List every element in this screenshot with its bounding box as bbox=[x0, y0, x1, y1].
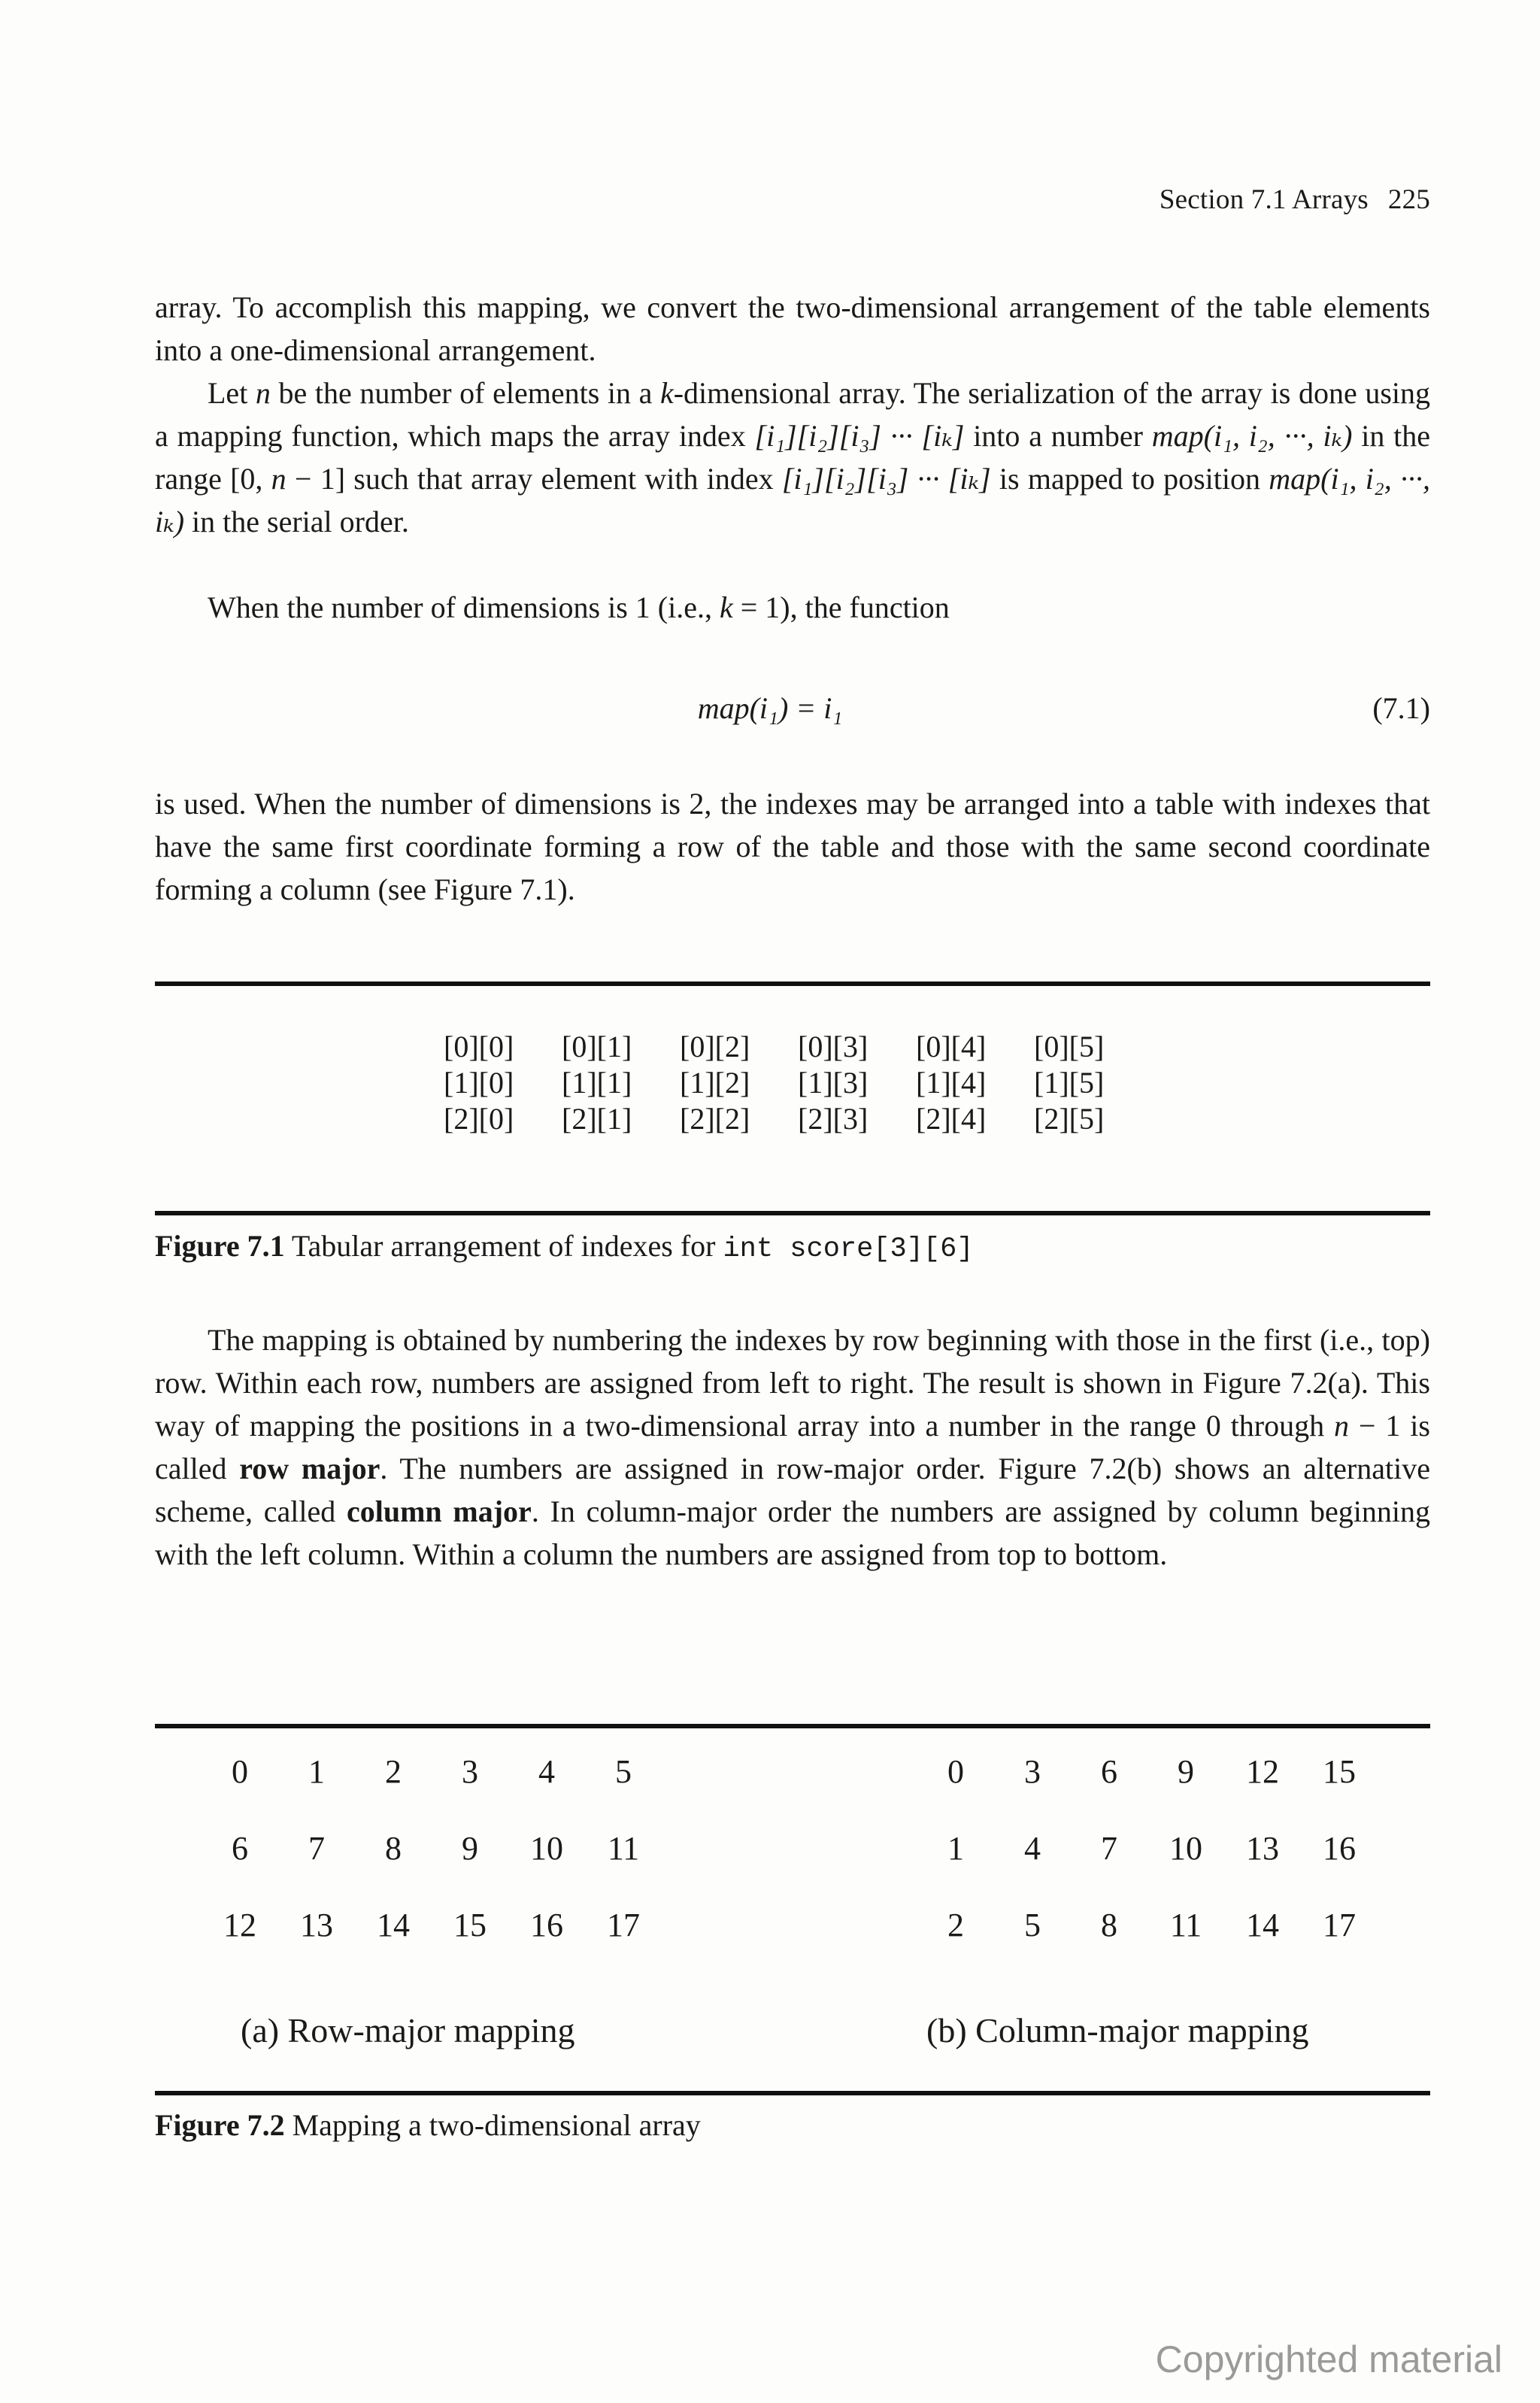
column-major-cell: 16 bbox=[1323, 1830, 1356, 1867]
row-major-cell: 15 bbox=[453, 1907, 487, 1943]
index-cell: [0][5] bbox=[1034, 1030, 1105, 1063]
paragraph-4: is used. When the number of dimensions is 2, the indexes may be arranged into a table with indexes that have the same first coordinate forming a row of the table and those with the same second coordinate forming a column (see Figure 7.1). bbox=[155, 787, 1430, 906]
index-cell: [1][2] bbox=[680, 1066, 750, 1100]
figure-1-caption: Figure 7.1 Tabular arrangement of indexes for int score[3][6] bbox=[155, 1229, 974, 1265]
index-cell: [0][3] bbox=[798, 1030, 869, 1063]
column-major-cell: 6 bbox=[1101, 1753, 1117, 1790]
row-major-cell: 14 bbox=[377, 1907, 410, 1943]
column-major-cell: 7 bbox=[1101, 1830, 1117, 1867]
column-major-cell: 0 bbox=[947, 1753, 964, 1790]
index-cell: [0][4] bbox=[916, 1030, 987, 1063]
section-title: Section 7.1 Arrays bbox=[1159, 184, 1369, 215]
figure-2-top-rule bbox=[155, 1724, 1430, 1728]
paragraph-1: array. To accomplish this mapping, we convert the two-dimensional arrangement of the table elements into a one-dimensional arrangement. bbox=[155, 290, 1430, 367]
equation-number: (7.1) bbox=[1372, 691, 1430, 725]
term-row-major: row major bbox=[239, 1452, 380, 1485]
column-major-cell: 17 bbox=[1323, 1907, 1356, 1943]
paragraph-3: When the number of dimensions is 1 (i.e., k = 1), the function bbox=[208, 590, 950, 624]
paragraph-5: The mapping is obtained by numbering the indexes by row beginning with those in the first (i.e., top) row. Within each row, numbers are assigned from left to right. The result is shown in Figure 7.2(a). This way of mapping the positions in a two-dimensional array into a number in the range 0 through n − 1 is called row major. The numbers are assigned in row-major order. Figure 7.2(b) shows an alternative scheme, called column major. In column-major order the numbers are assigned by column beginning with the left column. Within a column the numbers are assigned from top to bottom. bbox=[155, 1323, 1430, 1571]
term-column-major: column major bbox=[346, 1494, 532, 1528]
column-major-cell: 4 bbox=[1024, 1830, 1041, 1867]
column-major-cell: 13 bbox=[1246, 1830, 1279, 1867]
column-major-cell: 9 bbox=[1178, 1753, 1194, 1790]
index-cell: [0][0] bbox=[444, 1030, 514, 1063]
row-major-cell: 17 bbox=[607, 1907, 640, 1943]
column-major-cell: 1 bbox=[947, 1830, 964, 1867]
figure-2-caption: Figure 7.2 Mapping a two-dimensional array bbox=[155, 2108, 701, 2142]
row-major-cell: 8 bbox=[385, 1830, 402, 1867]
figure-2-bottom-rule bbox=[155, 2091, 1430, 2095]
index-cell: [2][4] bbox=[916, 1102, 987, 1136]
row-major-cell: 5 bbox=[615, 1753, 632, 1790]
figure-1-bottom-rule bbox=[155, 1211, 1430, 1215]
index-cell: [2][1] bbox=[562, 1102, 632, 1136]
equation-7-1: map(i₁) = i₁ bbox=[697, 691, 843, 725]
index-cell: [1][0] bbox=[444, 1066, 514, 1100]
column-major-table bbox=[917, 1752, 1378, 1983]
figure-1-label: Figure 7.1 bbox=[155, 1229, 285, 1263]
row-major-cell: 9 bbox=[462, 1830, 478, 1867]
row-major-cell: 10 bbox=[530, 1830, 563, 1867]
figure-2-label: Figure 7.2 bbox=[155, 2108, 285, 2142]
row-major-cell: 12 bbox=[223, 1907, 256, 1943]
column-major-cell: 15 bbox=[1323, 1753, 1356, 1790]
index-cell: [1][4] bbox=[916, 1066, 987, 1100]
page-number: 225 bbox=[1387, 184, 1430, 215]
index-cell: [1][3] bbox=[798, 1066, 869, 1100]
subcaption-b: (b) Column-major mapping bbox=[926, 2011, 1309, 2050]
index-cell: [0][2] bbox=[680, 1030, 750, 1063]
row-major-cell: 3 bbox=[462, 1753, 478, 1790]
subcaption-a: (a) Row-major mapping bbox=[241, 2011, 575, 2050]
row-major-cell: 2 bbox=[385, 1753, 402, 1790]
index-cell: [2][5] bbox=[1034, 1102, 1105, 1136]
index-cell: [0][1] bbox=[562, 1030, 632, 1063]
code-snippet: int score[3][6] bbox=[723, 1233, 974, 1265]
index-cell: [1][5] bbox=[1034, 1066, 1105, 1100]
column-major-cell: 5 bbox=[1024, 1907, 1041, 1943]
column-major-cell: 14 bbox=[1246, 1907, 1279, 1943]
column-major-cell: 3 bbox=[1024, 1753, 1041, 1790]
row-major-cell: 0 bbox=[232, 1753, 248, 1790]
column-major-cell: 11 bbox=[1169, 1907, 1202, 1943]
row-major-cell: 13 bbox=[300, 1907, 333, 1943]
copyright-watermark: Copyrighted material bbox=[1155, 2338, 1502, 2380]
index-cell: [2][2] bbox=[680, 1102, 750, 1136]
column-major-cell: 10 bbox=[1169, 1830, 1202, 1867]
row-major-cell: 6 bbox=[232, 1830, 248, 1867]
row-major-cell: 7 bbox=[308, 1830, 325, 1867]
running-header bbox=[1160, 184, 1430, 216]
row-major-cell: 16 bbox=[530, 1907, 563, 1943]
row-major-cell: 1 bbox=[308, 1753, 325, 1790]
row-major-cell: 11 bbox=[607, 1830, 640, 1867]
paragraph-2: Let n be the number of elements in a k-dimensional array. The serialization of the array is done using a mapping function, which maps the array index [i₁][i₂][i₃] ··· [iₖ] into a number map(i₁, i₂, ···, iₖ) in the range [0, n − 1] such that array element with index [i₁][i₂][i₃] ··· [iₖ] is mapped to position map(i₁, i₂, ···, iₖ) in the serial order. bbox=[155, 376, 1431, 539]
row-major-table bbox=[202, 1752, 662, 1983]
column-major-cell: 8 bbox=[1101, 1907, 1117, 1943]
column-major-cell: 12 bbox=[1246, 1753, 1279, 1790]
column-major-cell: 2 bbox=[947, 1907, 964, 1943]
figure-1-top-rule bbox=[155, 982, 1430, 986]
row-major-cell: 4 bbox=[538, 1753, 555, 1790]
index-cell: [1][1] bbox=[562, 1066, 632, 1100]
index-cell: [2][0] bbox=[444, 1102, 514, 1136]
index-cell: [2][3] bbox=[798, 1102, 869, 1136]
figure-1-index-table bbox=[444, 1029, 1152, 1137]
